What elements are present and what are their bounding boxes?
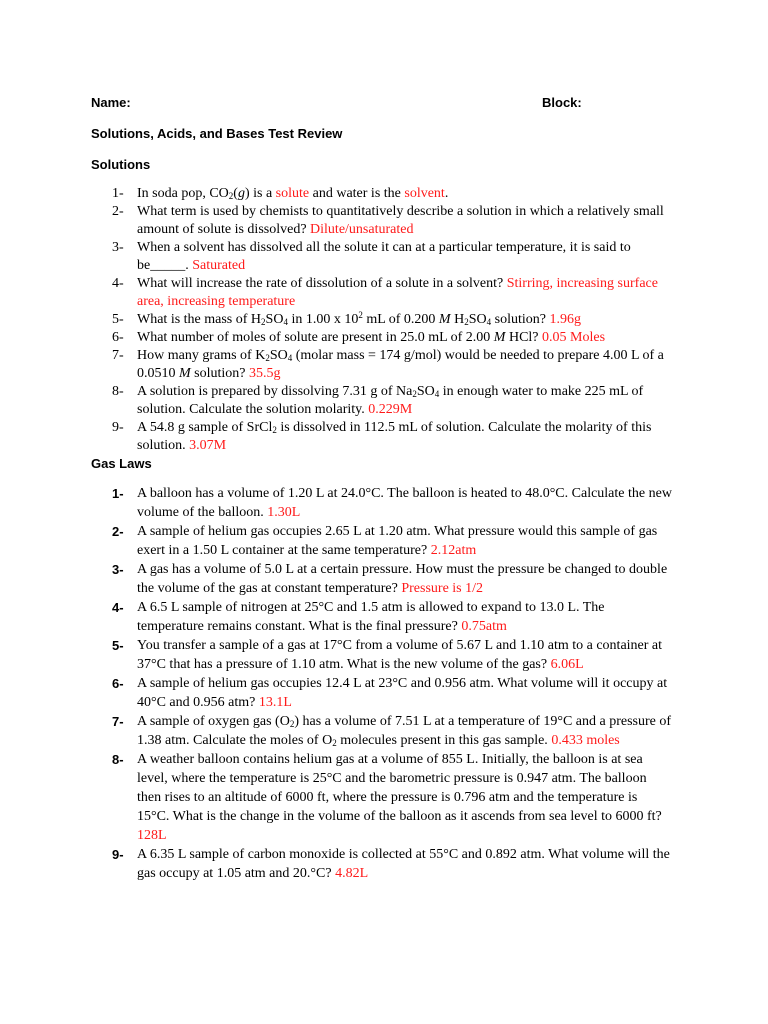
answer: 4.82L bbox=[335, 866, 369, 881]
solutions-heading: Solutions bbox=[91, 157, 151, 172]
answer: 6.06L bbox=[550, 657, 584, 672]
answer: 0.229M bbox=[368, 402, 413, 417]
answer: 13.1L bbox=[258, 695, 292, 710]
question-text: How many grams of $K_2SO_4$ (molar mass = 174 g/mol) would be needed to prepare 4.00 L of a 0.0510 M solution? bbox=[137, 348, 664, 381]
solutions-question bbox=[112, 275, 672, 311]
question-text: What term is used by chemists to quantitatively describe a solution in which a relatively small amount of solute is dissolved? bbox=[137, 204, 664, 237]
answer: 0.75atm bbox=[461, 619, 507, 634]
gas-laws-question bbox=[112, 750, 672, 845]
question-number: 6- bbox=[112, 330, 124, 345]
answer: 3.07M bbox=[189, 438, 227, 453]
gas-laws-question bbox=[112, 712, 672, 750]
question-end: . bbox=[444, 186, 449, 201]
question-text: A 6.35 L sample of carbon monoxide is collected at 55°C and 0.892 atm. What volume will the gas occupy at 1.05 atm and 20.°C? bbox=[137, 847, 670, 881]
answer: Pressure is 1/2 bbox=[401, 581, 484, 596]
answer: 0.05 Moles bbox=[542, 330, 606, 345]
question-number: 3- bbox=[112, 240, 124, 255]
gas-laws-question bbox=[112, 598, 672, 636]
question-text: A balloon has a volume of 1.20 L at 24.0°C. The balloon is heated to 48.0°C. Calculate the new volume of the balloon. bbox=[137, 486, 672, 520]
document-title: Solutions, Acids, and Bases Test Review bbox=[91, 126, 343, 141]
answer: Dilute/unsaturated bbox=[310, 222, 414, 237]
question-number: 3- bbox=[112, 562, 124, 577]
answer: solvent bbox=[404, 186, 445, 201]
gas-laws-question-list bbox=[112, 484, 672, 883]
name-label: Name: bbox=[91, 95, 131, 110]
question-text: A solution is prepared by dissolving 7.31 g of $Na_2SO_4$ in enough water to make 225 mL of solution. Calculate the solution molarity. bbox=[137, 384, 644, 417]
question-text: What is the mass of $H_2SO_4$ in 1.00 x $10^2$ mL of 0.200 M $H_2SO_4$ solution? bbox=[137, 310, 546, 327]
solutions-question bbox=[112, 329, 672, 347]
question-number: 1- bbox=[112, 186, 124, 201]
question-number: 2- bbox=[112, 204, 124, 219]
question-number: 7- bbox=[112, 714, 124, 729]
gas-laws-question bbox=[112, 484, 672, 522]
question-text: A sample of oxygen gas $(O_2)$ has a volume of 7.51 L at a temperature of 19°C and a pressure of 1.38 atm. Calculate the moles of $O_2$ molecules present in this gas sample. bbox=[137, 714, 672, 748]
question-text: A gas has a volume of 5.0 L at a certain pressure. How must the pressure be changed to double the volume of the gas at constant temperature? bbox=[137, 562, 668, 596]
question-text: A weather balloon contains helium gas at a volume of 855 L. Initially, the balloon is at sea level, where the temperature is 25°C and the barometric pressure is 0.947 atm. The balloon then rises to an altitude of 6000 ft, where the pressure is 0.796 atm and the temperature is 15°C. What is the change in the volume of the balloon as it ascends from sea level to 6000 ft? bbox=[137, 752, 662, 824]
question-text: What will increase the rate of dissolution of a solute in a solvent? bbox=[137, 276, 504, 291]
solutions-question bbox=[112, 419, 672, 455]
question-text: A 6.5 L sample of nitrogen at 25°C and 1.5 atm is allowed to expand to 13.0 L. The temperature remains constant. What is the final pressure? bbox=[137, 600, 605, 634]
answer: Stirring, increasing surface area, increasing temperature bbox=[137, 276, 658, 309]
solutions-question bbox=[112, 239, 672, 275]
solutions-question bbox=[112, 185, 672, 203]
gas-laws-question bbox=[112, 560, 672, 598]
question-text: A sample of helium gas occupies 2.65 L at 1.20 atm. What pressure would this sample of gas exert in a 1.50 L container at the same temperature? bbox=[137, 524, 658, 558]
solutions-question bbox=[112, 311, 672, 329]
question-number: 9- bbox=[112, 420, 124, 435]
question-text: What number of moles of solute are present in 25.0 mL of 2.00 M HCl? bbox=[137, 330, 539, 345]
question-number: 5- bbox=[112, 312, 124, 327]
block-label: Block: bbox=[542, 95, 582, 110]
gas-laws-question bbox=[112, 674, 672, 712]
solutions-question bbox=[112, 203, 672, 239]
answer: 1.30L bbox=[267, 505, 301, 520]
question-number: 6- bbox=[112, 676, 124, 691]
gas-laws-question bbox=[112, 845, 672, 883]
answer: 128L bbox=[137, 828, 167, 843]
solutions-question bbox=[112, 383, 672, 419]
question-number: 5- bbox=[112, 638, 124, 653]
solutions-question bbox=[112, 347, 672, 383]
solutions-question-list bbox=[112, 185, 672, 455]
question-text: When a solvent has dissolved all the solute it can at a particular temperature, it is said to be_____. bbox=[137, 240, 631, 273]
question-text: A sample of helium gas occupies 12.4 L at 23°C and 0.956 atm. What volume will it occupy at 40°C and 0.956 atm? bbox=[137, 676, 668, 710]
question-number: 1- bbox=[112, 486, 124, 501]
gas-laws-question bbox=[112, 522, 672, 560]
question-number: 8- bbox=[112, 752, 124, 767]
answer: solute bbox=[275, 186, 310, 201]
question-text: A 54.8 g sample of SrCl$_2$ is dissolved in 112.5 mL of solution. Calculate the molarity of this solution. bbox=[137, 420, 652, 453]
answer: 2.12atm bbox=[430, 543, 477, 558]
question-number: 2- bbox=[112, 524, 124, 539]
question-number: 4- bbox=[112, 600, 124, 615]
question-number: 9- bbox=[112, 847, 124, 862]
answer: 0.433 moles bbox=[551, 733, 620, 748]
gas-laws-heading: Gas Laws bbox=[91, 456, 152, 471]
answer: Saturated bbox=[192, 258, 246, 273]
question-text: You transfer a sample of a gas at 17°C from a volume of 5.67 L and 1.10 atm to a container at 37°C that has a pressure of 1.10 atm. What is the new volume of the gas? bbox=[137, 638, 663, 672]
question-number: 4- bbox=[112, 276, 124, 291]
question-text: and water is the bbox=[312, 186, 401, 201]
question-text: In soda pop, $CO_2(g)$ is a bbox=[137, 186, 273, 201]
gas-laws-question bbox=[112, 636, 672, 674]
answer: 35.5g bbox=[249, 366, 281, 381]
question-number: 7- bbox=[112, 348, 124, 363]
question-number: 8- bbox=[112, 384, 124, 399]
answer: 1.96g bbox=[549, 312, 581, 327]
